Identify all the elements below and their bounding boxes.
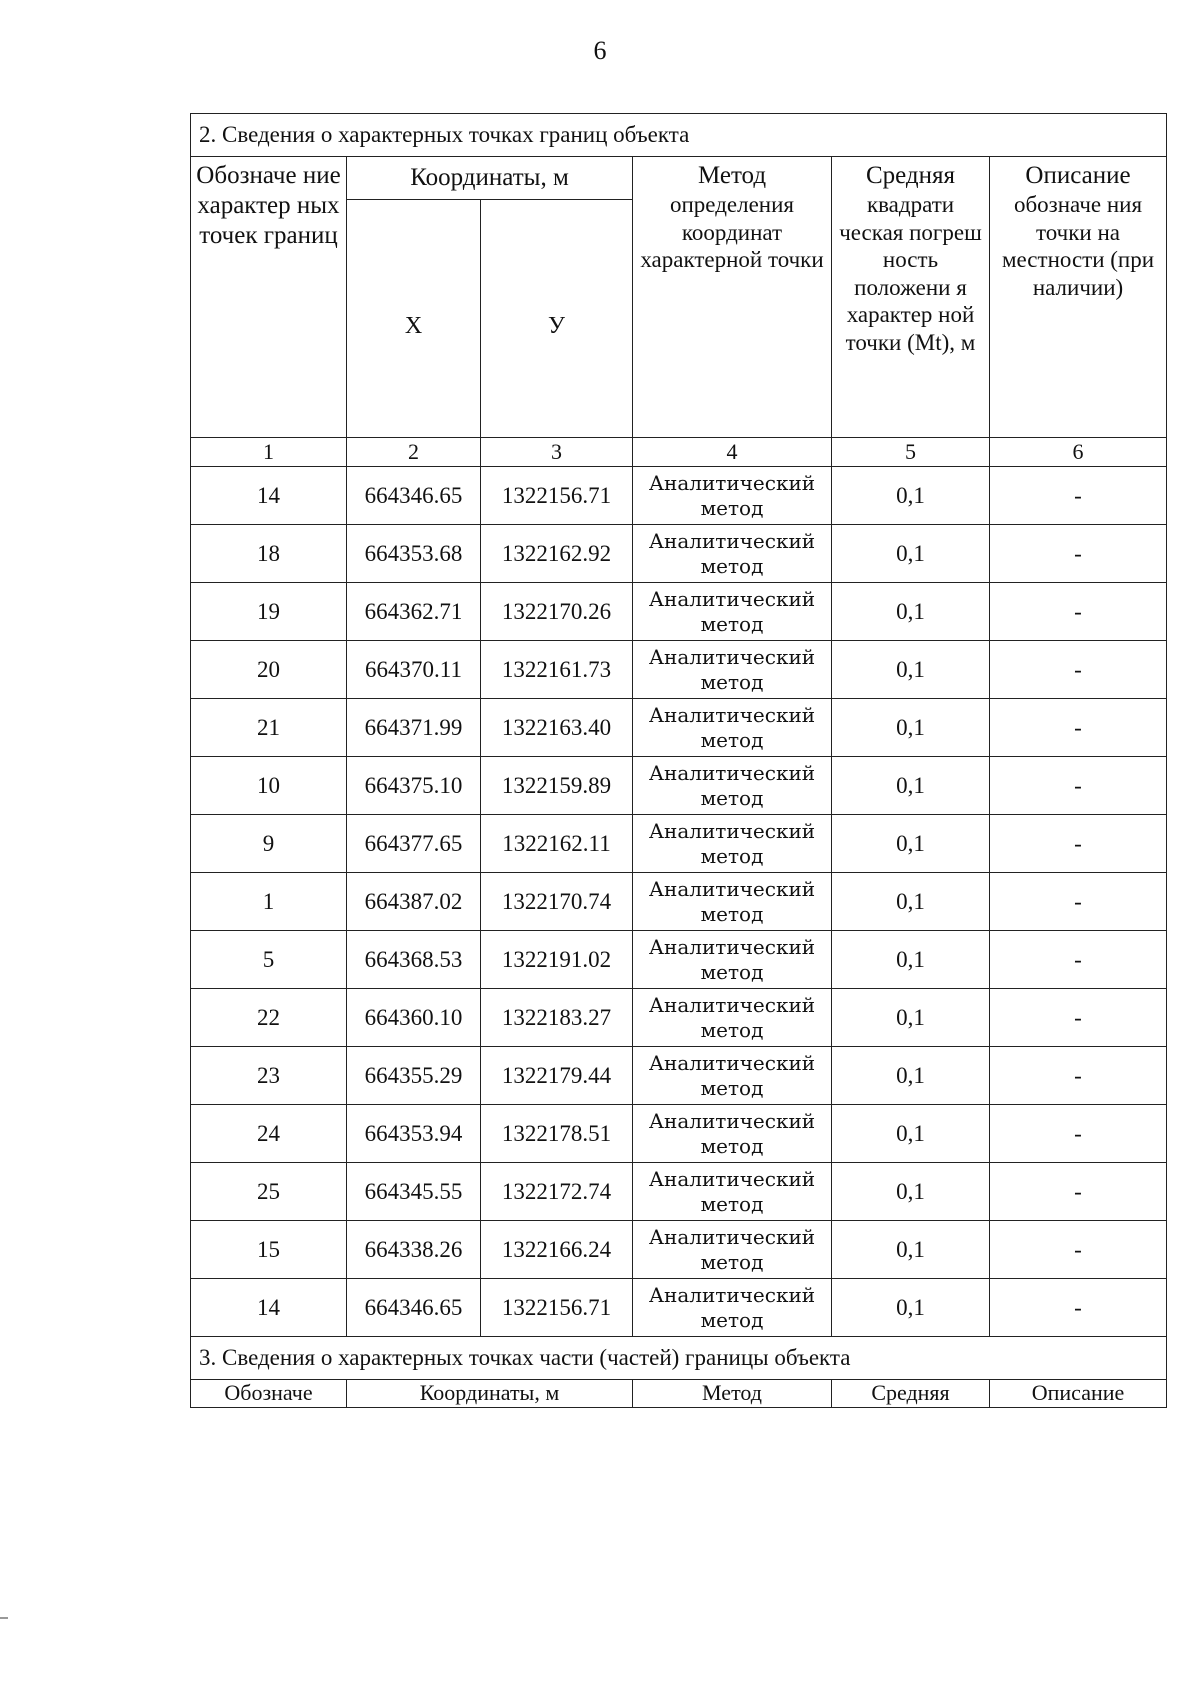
cell-error: 0,1 xyxy=(832,1279,990,1337)
table-row xyxy=(191,815,1167,873)
cell-point: 15 xyxy=(191,1221,347,1279)
table-row xyxy=(191,1279,1167,1337)
scan-artifact xyxy=(0,1617,8,1619)
cell-y: 1322156.71 xyxy=(481,467,633,525)
cell-y: 1322191.02 xyxy=(481,931,633,989)
cell-y: 1322170.26 xyxy=(481,583,633,641)
cell-description: - xyxy=(990,1105,1167,1163)
cell-x: 664345.55 xyxy=(347,1163,481,1221)
header-coordinates: Координаты, м xyxy=(347,157,633,200)
cell-point: 23 xyxy=(191,1047,347,1105)
cell-x: 664368.53 xyxy=(347,931,481,989)
cell-method: Аналитический метод xyxy=(633,1163,832,1221)
cell-x: 664362.71 xyxy=(347,583,481,641)
cell-error: 0,1 xyxy=(832,467,990,525)
cell-description: - xyxy=(990,699,1167,757)
s3-header-method: Метод xyxy=(633,1380,832,1408)
cell-point: 14 xyxy=(191,1279,347,1337)
cell-x: 664346.65 xyxy=(347,467,481,525)
cell-y: 1322178.51 xyxy=(481,1105,633,1163)
header-error-rest: квадрати ческая погреш ность положени я характер ной точки (Mt), м xyxy=(839,192,982,355)
cell-y: 1322179.44 xyxy=(481,1047,633,1105)
column-number: 6 xyxy=(990,438,1167,467)
s3-header-coordinates: Координаты, м xyxy=(347,1380,633,1408)
header-point-label xyxy=(191,157,347,438)
cell-y: 1322163.40 xyxy=(481,699,633,757)
header-method xyxy=(633,157,832,438)
cell-method: Аналитический метод xyxy=(633,815,832,873)
cell-description: - xyxy=(990,757,1167,815)
page-number: 6 xyxy=(593,36,607,65)
cell-point: 25 xyxy=(191,1163,347,1221)
header-description xyxy=(990,157,1167,438)
cell-description: - xyxy=(990,873,1167,931)
cell-description: - xyxy=(990,1163,1167,1221)
cell-method: Аналитический метод xyxy=(633,757,832,815)
cell-description: - xyxy=(990,525,1167,583)
cell-error: 0,1 xyxy=(832,1105,990,1163)
cell-x: 664355.29 xyxy=(347,1047,481,1105)
cell-point: 5 xyxy=(191,931,347,989)
column-numbers-row xyxy=(191,438,1167,467)
cell-method: Аналитический метод xyxy=(633,931,832,989)
cell-y: 1322156.71 xyxy=(481,1279,633,1337)
cell-description: - xyxy=(990,1047,1167,1105)
column-number: 5 xyxy=(832,438,990,467)
header-y: У xyxy=(481,200,633,438)
cell-y: 1322183.27 xyxy=(481,989,633,1047)
header-point-text: Обозначе ние характер ных точек границ xyxy=(196,162,341,249)
cell-error: 0,1 xyxy=(832,1163,990,1221)
cell-y: 1322170.74 xyxy=(481,873,633,931)
cell-y: 1322166.24 xyxy=(481,1221,633,1279)
cell-method: Аналитический метод xyxy=(633,873,832,931)
cell-method: Аналитический метод xyxy=(633,1279,832,1337)
header-error-title: Средняя xyxy=(865,162,956,189)
cell-error: 0,1 xyxy=(832,873,990,931)
cell-description: - xyxy=(990,1221,1167,1279)
cell-point: 22 xyxy=(191,989,347,1047)
column-number: 1 xyxy=(191,438,347,467)
table-row xyxy=(191,931,1167,989)
cell-x: 664375.10 xyxy=(347,757,481,815)
cell-error: 0,1 xyxy=(832,1047,990,1105)
cell-point: 1 xyxy=(191,873,347,931)
cell-point: 20 xyxy=(191,641,347,699)
cell-error: 0,1 xyxy=(832,1221,990,1279)
cell-x: 664353.68 xyxy=(347,525,481,583)
cell-y: 1322172.74 xyxy=(481,1163,633,1221)
header-method-rest: определения координат характерной точки xyxy=(640,192,824,273)
table-row xyxy=(191,873,1167,931)
cell-error: 0,1 xyxy=(832,583,990,641)
cell-point: 9 xyxy=(191,815,347,873)
cell-error: 0,1 xyxy=(832,757,990,815)
header-x: Х xyxy=(347,200,481,438)
table-row xyxy=(191,583,1167,641)
cell-description: - xyxy=(990,467,1167,525)
cell-point: 24 xyxy=(191,1105,347,1163)
header-error xyxy=(832,157,990,438)
cell-point: 18 xyxy=(191,525,347,583)
column-number: 3 xyxy=(481,438,633,467)
cell-error: 0,1 xyxy=(832,641,990,699)
cell-point: 21 xyxy=(191,699,347,757)
section-3-header-row xyxy=(191,1380,1167,1408)
cell-error: 0,1 xyxy=(832,699,990,757)
table-row xyxy=(191,1047,1167,1105)
cell-y: 1322161.73 xyxy=(481,641,633,699)
cell-method: Аналитический метод xyxy=(633,989,832,1047)
s3-header-description: Описание xyxy=(990,1380,1167,1408)
header-method-title: Метод xyxy=(697,162,767,189)
cell-x: 664370.11 xyxy=(347,641,481,699)
table-row xyxy=(191,467,1167,525)
cell-y: 1322162.92 xyxy=(481,525,633,583)
cell-x: 664377.65 xyxy=(347,815,481,873)
cell-point: 14 xyxy=(191,467,347,525)
table-row xyxy=(191,1105,1167,1163)
cell-method: Аналитический метод xyxy=(633,1047,832,1105)
cell-x: 664346.65 xyxy=(347,1279,481,1337)
column-number: 4 xyxy=(633,438,832,467)
s3-header-error: Средняя xyxy=(832,1380,990,1408)
table-row xyxy=(191,641,1167,699)
cell-method: Аналитический метод xyxy=(633,525,832,583)
cell-x: 664387.02 xyxy=(347,873,481,931)
cell-error: 0,1 xyxy=(832,931,990,989)
section-2-title: 2. Сведения о характерных точках границ объекта xyxy=(191,114,1167,157)
cell-error: 0,1 xyxy=(832,525,990,583)
s3-header-point: Обозначе xyxy=(191,1380,347,1408)
cell-point: 19 xyxy=(191,583,347,641)
cell-y: 1322162.11 xyxy=(481,815,633,873)
cell-description: - xyxy=(990,931,1167,989)
cell-description: - xyxy=(990,815,1167,873)
cell-x: 664353.94 xyxy=(347,1105,481,1163)
cell-error: 0,1 xyxy=(832,989,990,1047)
table-row xyxy=(191,525,1167,583)
cell-x: 664360.10 xyxy=(347,989,481,1047)
cell-point: 10 xyxy=(191,757,347,815)
boundary-points-table xyxy=(190,113,1167,1408)
cell-method: Аналитический метод xyxy=(633,1105,832,1163)
cell-description: - xyxy=(990,641,1167,699)
cell-description: - xyxy=(990,583,1167,641)
header-desc-rest: обозначе ния точки на местности (при наличии) xyxy=(1001,192,1155,300)
section-3-title: 3. Сведения о характерных точках части (частей) границы объекта xyxy=(191,1337,1167,1380)
cell-y: 1322159.89 xyxy=(481,757,633,815)
header-desc-title: Описание xyxy=(1025,162,1131,189)
table-row xyxy=(191,699,1167,757)
cell-description: - xyxy=(990,1279,1167,1337)
cell-method: Аналитический метод xyxy=(633,1221,832,1279)
table-row xyxy=(191,1163,1167,1221)
cell-method: Аналитический метод xyxy=(633,699,832,757)
table-row xyxy=(191,1221,1167,1279)
cell-method: Аналитический метод xyxy=(633,583,832,641)
cell-error: 0,1 xyxy=(832,815,990,873)
table-row xyxy=(191,757,1167,815)
cell-x: 664338.26 xyxy=(347,1221,481,1279)
cell-method: Аналитический метод xyxy=(633,467,832,525)
cell-method: Аналитический метод xyxy=(633,641,832,699)
cell-x: 664371.99 xyxy=(347,699,481,757)
column-number: 2 xyxy=(347,438,481,467)
cell-description: - xyxy=(990,989,1167,1047)
table-row xyxy=(191,989,1167,1047)
